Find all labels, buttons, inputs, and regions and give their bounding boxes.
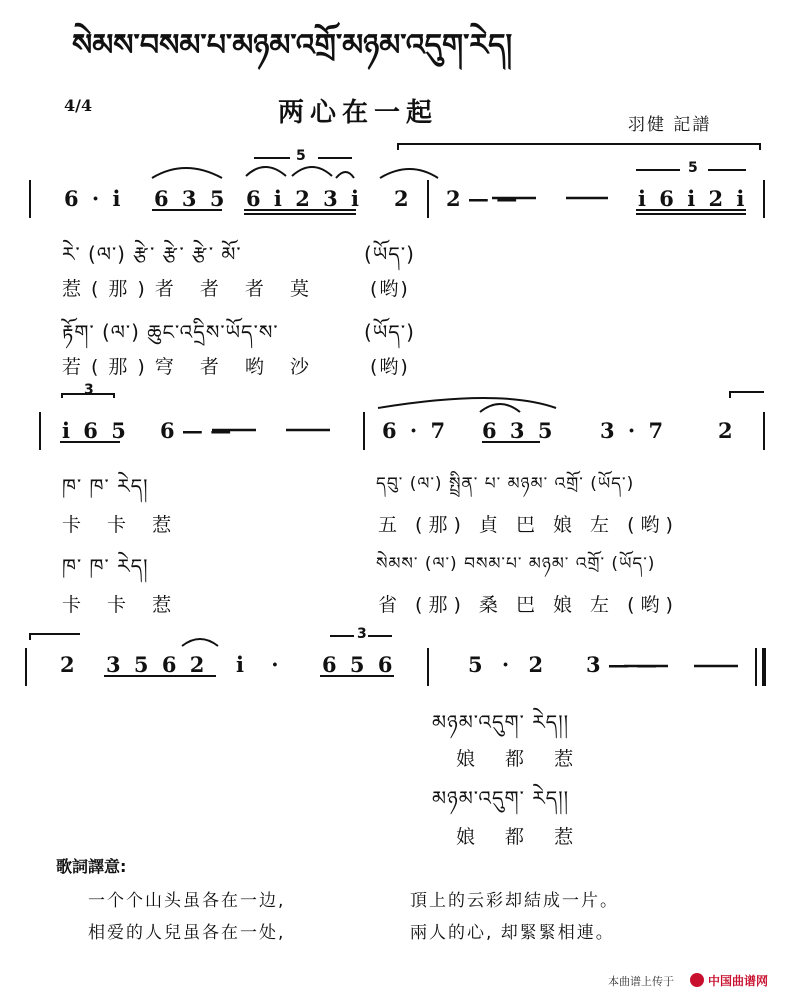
note-group: 3 · 7 xyxy=(600,418,667,443)
tibetan-lyric: (ཡོད་) xyxy=(364,320,415,344)
tibetan-lyric: (ཡོད་) xyxy=(364,242,415,266)
slur xyxy=(730,392,764,398)
tuplet-label: 3 xyxy=(84,382,94,398)
note-group: 6 5 6 xyxy=(322,652,396,677)
note-group: 2 xyxy=(718,418,736,443)
tibetan-lyric: རེ་ (ལ་) རྩེ་ རྩེ་ རྩེ་ མོ་ xyxy=(62,242,242,266)
chinese-lyric: 惹(那)者 者 者 莫 xyxy=(62,278,319,300)
chinese-lyric: 卡 卡 惹 xyxy=(62,594,182,616)
note-group: 6 3 5 xyxy=(482,418,556,443)
slur xyxy=(182,639,218,646)
note-group: 2 xyxy=(60,652,78,677)
chinese-lyric: 五 (那) 貞 巴 娘 左 (哟) xyxy=(378,514,679,536)
tibetan-lyric: སེམས་ (ལ་) བསམ་པ་ མཉམ་ འགྲོ་ (ཡོད་) xyxy=(376,554,656,574)
note-group: 3 5 6 2 xyxy=(106,652,208,677)
site-brand: 中国曲谱网 xyxy=(708,974,769,988)
chinese-lyric: 卡 卡 惹 xyxy=(62,514,182,536)
note-group: i 6 i 2 i xyxy=(638,186,748,211)
note-group: 6 · 7 xyxy=(382,418,449,443)
note-group: 6 i 2 3 i xyxy=(246,186,363,211)
chinese-lyric: (哟) xyxy=(370,356,410,378)
note-group: 2 — — xyxy=(446,186,518,211)
tie xyxy=(398,144,760,150)
slur xyxy=(378,398,556,408)
tibetan-lyric: དབུ་ (ལ་) སྤྲིན་ པ་ མཉམ་ འགྲོ་ (ཡོད་) xyxy=(376,474,635,494)
note-group: i · xyxy=(236,652,289,677)
upload-note: 本曲谱上传于 xyxy=(608,975,674,988)
slur xyxy=(246,167,286,176)
tuplet-label: 3 xyxy=(357,626,367,642)
lyrics-line: 一个个山头虽各在一边, xyxy=(88,891,286,911)
chinese-lyric: 若(那)穹 者 哟 沙 xyxy=(62,356,319,378)
tibetan-lyric: མཉམ་འདུག་ རེད།། xyxy=(432,710,570,734)
chinese-lyric: 娘 都 惹 xyxy=(456,748,586,770)
slur xyxy=(380,169,438,178)
lyrics-line: 相爱的人兒虽各在一处, xyxy=(88,923,286,943)
note-group: 6 3 5 xyxy=(154,186,228,211)
note-group: i 6 5 xyxy=(62,418,129,443)
chinese-lyric: 娘 都 惹 xyxy=(456,826,586,848)
note-group: 6 — — xyxy=(160,418,232,443)
transcriber-credit: 羽健 記譜 xyxy=(628,115,712,135)
slur xyxy=(336,172,354,178)
chinese-lyric: (哟) xyxy=(370,278,410,300)
song-title: 两心在一起 xyxy=(278,98,439,128)
note-group: 6 · i xyxy=(64,186,124,211)
slur xyxy=(30,634,80,640)
tibetan-title: སེམས་བསམ་པ་མཉམ་འགྲོ་མཉམ་འདུག་རེད། xyxy=(72,28,513,63)
tuplet-label: 5 xyxy=(296,148,306,164)
tibetan-lyric: རྟོག་ (ལ་) ཆུང་འདྲིས་ཡོད་ས་ xyxy=(62,320,279,344)
tibetan-lyric: མཉམ་འདུག་ རེད།། xyxy=(432,786,570,810)
site-logo-icon xyxy=(690,973,704,987)
slur xyxy=(292,167,332,176)
tibetan-lyric: ཁ་ ཁ་ རེད། xyxy=(62,554,149,578)
slur xyxy=(480,404,520,412)
lyrics-line: 頂上的云彩却結成一片。 xyxy=(410,891,619,911)
lyrics-line: 兩人的心, 却緊緊相連。 xyxy=(410,923,615,943)
note-group: 3 — — xyxy=(586,652,658,677)
tuplet-label: 5 xyxy=(688,160,698,176)
lyrics-heading: 歌詞譯意: xyxy=(56,857,127,876)
chinese-lyric: 省 (那) 桑 巴 娘 左 (哟) xyxy=(378,594,679,616)
slur xyxy=(152,168,222,178)
tibetan-lyric: ཁ་ ཁ་ རེད། xyxy=(62,474,149,498)
note-group: 2 xyxy=(394,186,412,211)
note-group: 5 · 2 xyxy=(468,652,550,677)
time-signature: 4/4 xyxy=(64,96,93,115)
